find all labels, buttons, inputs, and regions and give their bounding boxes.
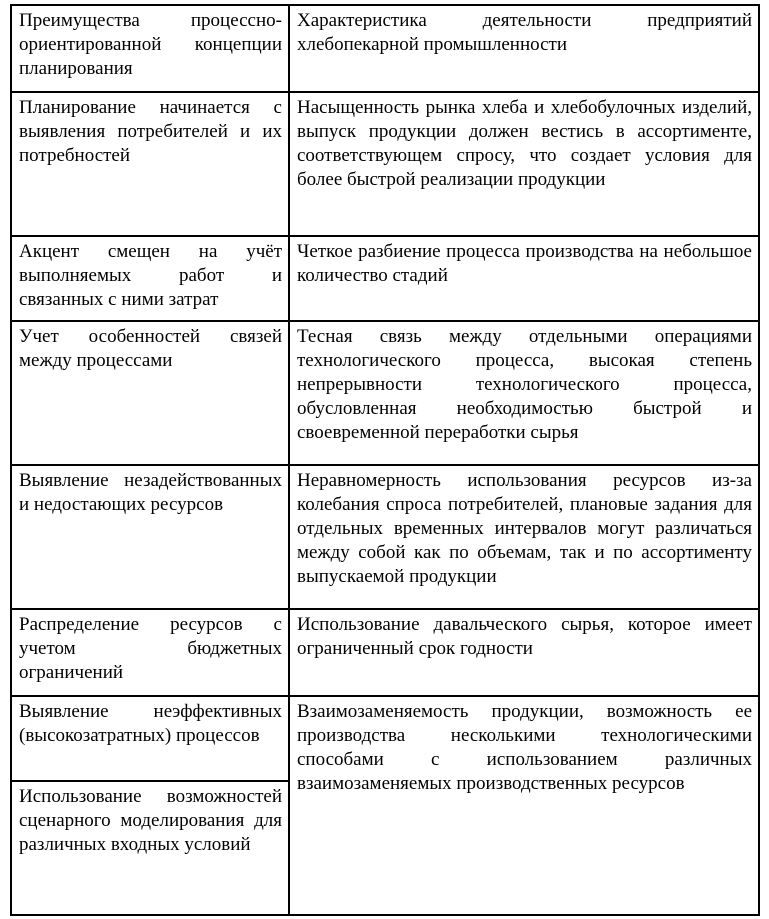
table-header-row [11,5,759,92]
characteristic-cell: Использование давальческого сырья, которое имеет ограниченный срок годности [289,609,759,696]
advantage-cell: Распределение ресурсов с учетом бюджетных ограничений [11,609,289,696]
advantage-cell: Акцент смещен на учёт выполняемых работ и связанных с ними затрат [11,236,289,321]
advantage-cell: Учет особенностей связей между процессами [11,321,289,465]
table-row [11,609,759,696]
table-row [11,236,759,321]
characteristic-cell: Тесная связь между отдельными операциями технологического процесса, высокая степень непрерывности технологического процесса, обусловленная необходимостью быстрой и своевременной переработки сырья [289,321,759,465]
table-row [11,696,759,781]
advantage-cell: Планирование начинается с выявления потребителей и их потребностей [11,92,289,236]
characteristic-cell: Четкое разбиение процесса производства на небольшое количество стадий [289,236,759,321]
table-row [11,92,759,236]
advantage-cell: Выявление неэффективных (высокозатратных) процессов [11,696,289,781]
advantage-cell: Выявление незадействованных и недостающих ресурсов [11,465,289,609]
header-left-cell: Преимущества процессно-ориентированной концепции планирования [11,5,289,92]
characteristic-cell: Взаимозаменяемость продукции, возможность ее производства несколькими технологическими способами с использованием различных взаимозаменяемых производственных ресурсов [289,696,759,915]
comparison-table [10,4,760,916]
characteristic-cell: Неравномерность использования ресурсов из-за колебания спроса потребителей, плановые задания для отдельных временных интервалов могут различаться между собой как по объемам, так и по ассортименту выпускаемой продукции [289,465,759,609]
table-row [11,465,759,609]
characteristic-cell: Насыщенность рынка хлеба и хлебобулочных изделий, выпуск продукции должен вестись в ассортименте, соответствующем спросу, что создает условия для более быстрой реализации продукции [289,92,759,236]
header-right-cell: Характеристика деятельности предприятий хлебопекарной промышленности [289,5,759,92]
table-row [11,321,759,465]
advantage-cell: Использование возможностей сценарного моделирования для различных входных условий [11,781,289,915]
